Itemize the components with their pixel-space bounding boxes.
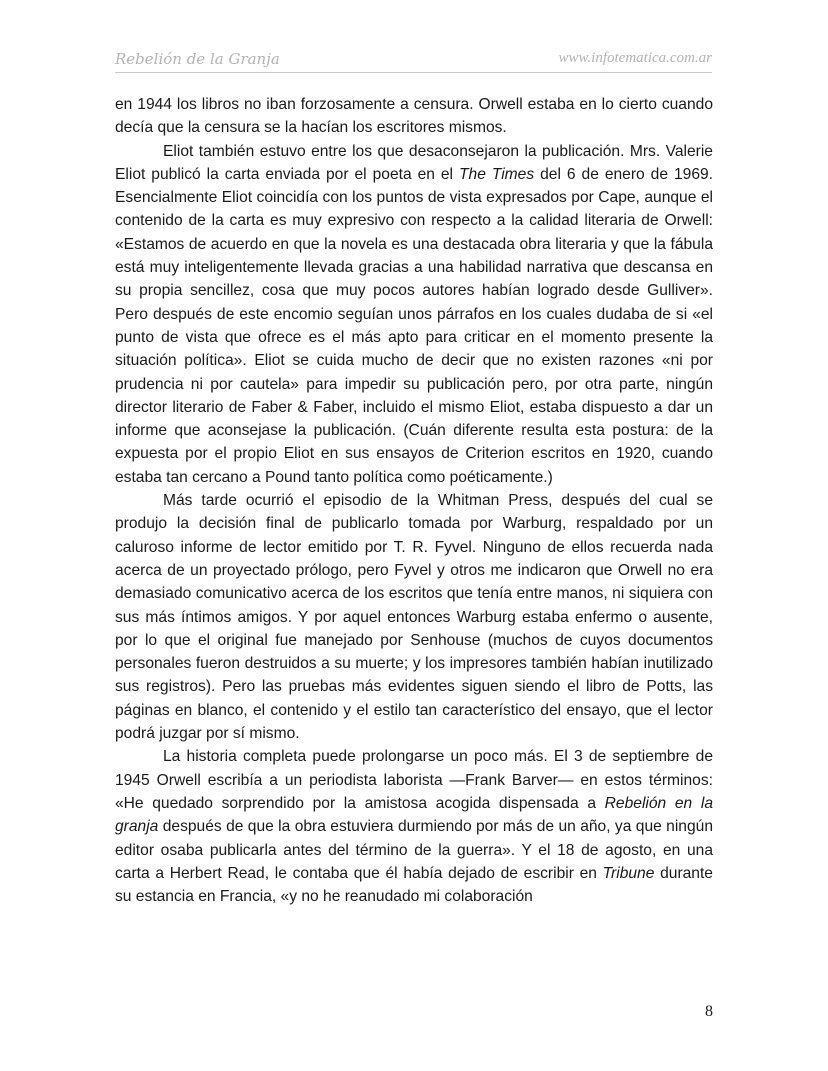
paragraph-2 — [115, 140, 713, 489]
body-text — [115, 93, 713, 908]
paragraph-text: Eliot también estuvo entre los que desaconsejaron la publicación. Mrs. Valerie Eliot publicó la carta enviada por el poeta en el — [115, 142, 713, 183]
italic-title-the-times: The Times — [459, 165, 535, 183]
header-title: Rebelión de la Granja — [115, 50, 280, 68]
paragraph-text: La historia completa puede prolongarse un poco más. El 3 de septiembre de 1945 Orwell escribía a un periodista laborista —Frank Barver— en estos términos: «He quedado sorprendido por la amistosa acogida dispensada a — [115, 748, 713, 812]
paragraph-text: durante su estancia en Francia, «y no he reanudado mi colaboración — [115, 864, 713, 906]
italic-title-rebelion: Rebelión en la granja — [115, 794, 714, 836]
paragraph-1 — [115, 93, 713, 140]
paragraph-text: Más tarde ocurrió el episodio de la Whitman Press, después del cual se produjo la decisión final de publicarlo tomada por Warburg, respaldado por un caluroso informe de lector emitido por T. R. Fyvel. Ninguno de ellos recuerda nada acerca de un proyectado prólogo, pero Fyvel y otros me indicaron que Orwell no era demasiado comunicativo acerca de los escritos que tenía entre manos, ni siquiera con sus más íntimos amigos. Y por aquel entonces Warburg estaba enfermo o ausente, por lo que el original fue manejado por Senhouse (muchos de cuyos documentos personales fueron destruidos a su muerte; y los impresores también habían inutilizado sus registros). Pero las pruebas más evidentes siguen siendo el libro de Potts, las páginas en blanco, el contenido y el estilo tan característico del ensayo, que el lector podrá juzgar por sí mismo. — [115, 492, 713, 743]
paragraph-4 — [115, 745, 713, 908]
paragraph-text: después de que la obra estuviera durmiendo por más de un año, ya que ningún editor osaba publicarla antes del término de la guerra». Y el 18 de agosto, en una carta a Herbert Read, le contaba que él había dejado de escribir en — [115, 818, 713, 882]
paragraph-text: en 1944 los libros no iban forzosamente a censura. Orwell estaba en lo cierto cuando decía que la censura se la hacían los escritores mismos. — [115, 96, 713, 137]
paragraph-3 — [115, 489, 713, 745]
italic-title-tribune: Tribune — [602, 864, 655, 882]
header-url: www.infotematica.com.ar — [558, 50, 712, 66]
paragraph-text: del 6 de enero de 1969. Esencialmente Eliot coincidía con los puntos de vista expresados por Cape, aunque el contenido de la carta es muy expresivo con respecto a la calidad literaria de Orwell: «Estamos de acuerdo en que la novela es una destacada obra literaria y que la fábula está muy inteligentemente llevada gracias a una habilidad narrativa que descansa en su propia sencillez, cosa que muy pocos autores habían logrado desde Gulliver». Pero después de este encomio seguían unos párrafos en los cuales dudaba de si «el punto de vista que ofrece es el más apto para criticar en el momento presente la situación política». Eliot se cuida mucho de decir que no existen razones «ni por prudencia ni por cautela» para impedir su publicación pero, por otra parte, ningún director literario de Faber & Faber, incluido el mismo Eliot, estaba dispuesto a dar un informe que aconsejase la publicación. (Cuán diferente resulta esta postura: de la expuesta por el propio Eliot en sus ensayos de Criterion escritos en 1920, cuando estaba tan cercano a Pound tanto política como poéticamente.) — [115, 165, 714, 486]
page-header — [115, 46, 712, 73]
page-number: 8 — [705, 1003, 713, 1020]
